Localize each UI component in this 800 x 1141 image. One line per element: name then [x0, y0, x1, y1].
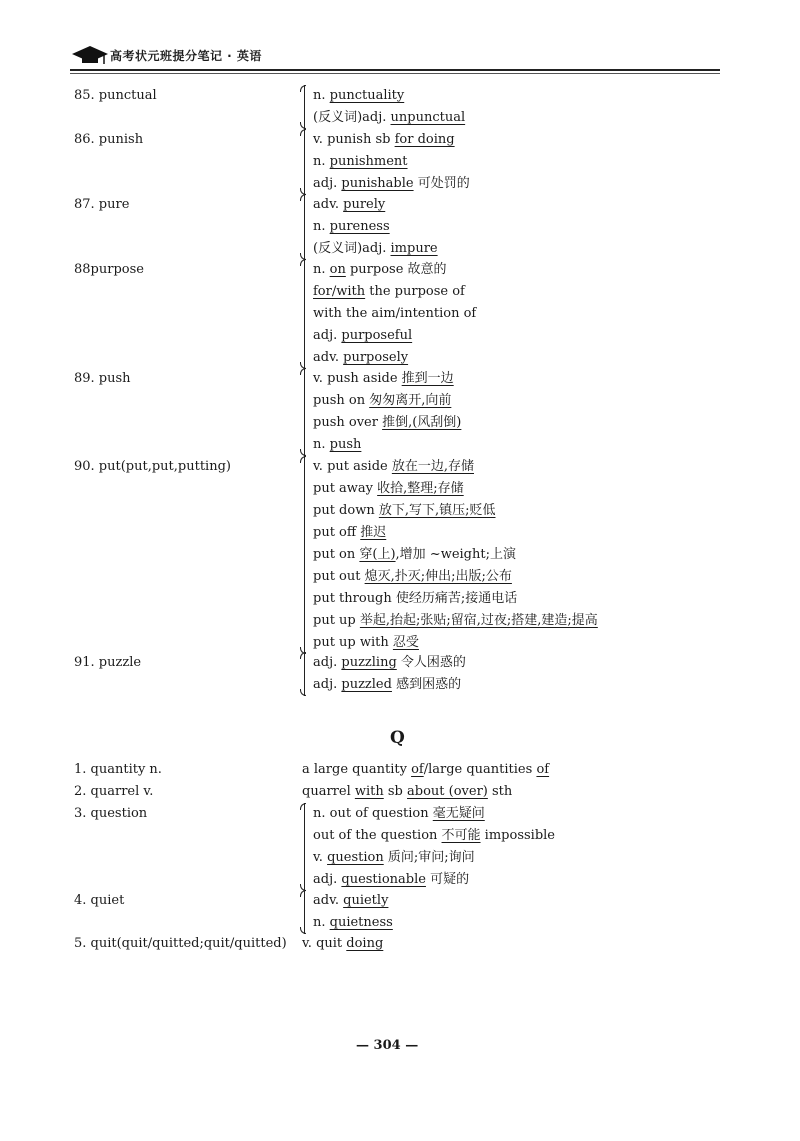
underlined-phrase: 穿(上)	[359, 546, 396, 562]
definition-text: (反义词)adj.	[313, 110, 391, 125]
definition-line	[313, 434, 461, 456]
definition-line	[313, 173, 470, 195]
definition-text: v. put aside	[313, 458, 392, 474]
definition-text: the purpose of	[365, 284, 465, 300]
definition-text: n.	[313, 914, 330, 930]
headword: 89. push	[74, 371, 131, 387]
definition-line	[302, 781, 512, 803]
definition-text: v.	[313, 849, 328, 865]
definitions	[304, 456, 598, 654]
definitions	[302, 781, 512, 803]
definition-line	[313, 303, 476, 325]
definition-line	[313, 478, 598, 500]
definition-text: out of the question	[313, 827, 442, 843]
definition-text: put through 使经历痛苦;接通电话	[313, 590, 518, 606]
page-header	[70, 40, 720, 72]
definition-line	[313, 652, 466, 674]
definition-line	[313, 259, 476, 281]
headword: 3. question	[74, 805, 148, 821]
graduation-cap-icon	[70, 40, 110, 70]
definition-text: put out	[313, 568, 365, 584]
definition-text: put down	[313, 502, 379, 518]
definition-text: n.	[313, 262, 330, 278]
definition-text: put on	[313, 546, 360, 562]
header-title: 高考状元班提分笔记 · 英语	[110, 49, 262, 63]
definition-line	[313, 847, 555, 869]
headword: 2. quarrel v.	[74, 783, 154, 799]
underlined-phrase: purely	[343, 197, 386, 212]
underlined-phrase: 毫无疑问	[432, 805, 485, 821]
definition-text: put away	[313, 480, 378, 496]
definition-text: put up	[313, 612, 360, 628]
page-number: — 304 —	[356, 1038, 419, 1053]
definition-line	[313, 890, 393, 912]
underlined-phrase: 放下,写下,镇压;贬低	[378, 502, 496, 518]
definition-text: impossible	[480, 827, 555, 843]
headword: 4. quiet	[74, 892, 125, 908]
underlined-phrase: pureness	[329, 219, 390, 234]
definition-line	[313, 632, 598, 654]
definitions	[304, 194, 438, 260]
definition-text: purpose 故意的	[345, 262, 447, 278]
definition-line	[313, 566, 598, 588]
definition-line	[302, 933, 383, 955]
underlined-phrase: impure	[390, 241, 438, 256]
definition-text: push over	[313, 415, 383, 431]
underlined-phrase: about (over)	[407, 783, 488, 799]
definition-line	[313, 803, 555, 825]
definition-text: adj.	[313, 871, 342, 887]
definition-text: 可处罚的	[413, 175, 470, 191]
definition-text: sb	[383, 783, 408, 799]
definitions	[304, 368, 461, 456]
underlined-phrase: 举起,抬起;张贴;留宿,过夜;搭建,建造;提高	[359, 612, 598, 628]
definition-text: adv.	[313, 892, 344, 908]
definition-line	[313, 238, 438, 260]
definition-text: a large quantity	[302, 762, 412, 777]
definition-text: put off	[313, 524, 361, 540]
underlined-phrase: 推到一边	[401, 371, 454, 387]
underlined-phrase: 忍受	[392, 634, 419, 650]
definition-line	[313, 610, 598, 632]
underlined-phrase: 不可能	[441, 827, 481, 843]
header-rule	[70, 69, 720, 71]
definition-line	[313, 390, 461, 412]
underlined-phrase: purposeful	[341, 328, 413, 344]
underlined-phrase: 推倒,(风刮倒)	[382, 415, 462, 431]
definition-line	[313, 151, 470, 173]
definition-line	[313, 500, 598, 522]
definition-text: quarrel	[302, 783, 355, 799]
definition-text: n.	[313, 88, 330, 103]
definition-line	[313, 412, 461, 434]
definition-text: v. punish sb	[313, 131, 395, 147]
definition-line	[313, 194, 438, 216]
underlined-phrase: quietness	[329, 914, 393, 930]
definition-text: put up with	[313, 634, 393, 650]
definition-line	[313, 869, 555, 891]
definition-line	[313, 129, 470, 151]
definition-text: adj.	[313, 676, 342, 692]
definition-text: 可疑的	[425, 871, 470, 887]
definition-line	[313, 107, 465, 129]
definition-text: adv.	[313, 197, 344, 212]
underlined-phrase: of	[536, 762, 550, 777]
definitions	[302, 933, 383, 955]
definition-text: n.	[313, 219, 330, 234]
definition-text: n. out of question	[313, 805, 433, 821]
definition-line	[313, 347, 476, 369]
headword: 90. put(put,put,putting)	[74, 458, 231, 474]
header-rule-thin	[70, 73, 720, 74]
definition-line	[313, 544, 598, 566]
underlined-phrase: 放在一边,存储	[391, 458, 474, 474]
definition-text: sth	[487, 783, 513, 799]
underlined-phrase: push	[329, 437, 362, 453]
definition-text: push on	[313, 393, 370, 409]
definition-text: ,增加 ~weight;上演	[395, 546, 516, 562]
definition-line	[313, 85, 465, 107]
definition-text: adj.	[313, 654, 342, 670]
definition-text: v. quit	[302, 936, 347, 952]
underlined-phrase: 匆匆离开,向前	[369, 393, 452, 409]
definition-line	[313, 588, 598, 610]
underlined-phrase: with	[354, 783, 384, 799]
underlined-phrase: 收拾,整理;存储	[377, 480, 464, 496]
underlined-phrase: on	[329, 262, 346, 278]
underlined-phrase: for/with	[313, 284, 366, 300]
definition-line	[313, 281, 476, 303]
definitions	[304, 129, 470, 195]
underlined-phrase: 熄灭,扑灭;伸出;出版;公布	[364, 568, 512, 584]
underlined-phrase: 推迟	[360, 524, 387, 540]
underlined-phrase: quietly	[343, 892, 389, 908]
definitions	[304, 890, 393, 934]
underlined-phrase: unpunctual	[390, 110, 466, 125]
definition-text: n.	[313, 437, 330, 453]
underlined-phrase: punishment	[329, 153, 408, 169]
underlined-phrase: of	[411, 762, 424, 777]
headword: 91. puzzle	[74, 654, 142, 670]
definition-text: 令人困惑的	[396, 654, 466, 670]
definition-text: (反义词)adj.	[313, 241, 391, 256]
definition-text: 质问;审问;询问	[383, 849, 475, 865]
definition-line	[313, 216, 438, 238]
underlined-phrase: question	[327, 849, 384, 865]
underlined-phrase: punishable	[341, 175, 414, 191]
underlined-phrase: punctuality	[329, 88, 405, 103]
definition-line	[313, 456, 598, 478]
definitions	[304, 803, 555, 891]
underlined-phrase: for doing	[394, 131, 455, 147]
section-letter: Q	[390, 728, 405, 748]
definition-text: adj.	[313, 328, 342, 344]
definition-text: with the aim/intention of	[313, 306, 477, 322]
definition-line	[313, 674, 466, 696]
definitions	[302, 759, 549, 781]
definition-text: adj.	[313, 175, 342, 191]
definition-text: n.	[313, 153, 330, 169]
definition-text: adv.	[313, 350, 344, 366]
headword: 88purpose	[74, 262, 144, 278]
definition-line	[313, 825, 555, 847]
underlined-phrase: puzzled	[341, 676, 392, 692]
headword: 85. punctual	[74, 88, 157, 103]
definition-text: v. push aside	[313, 371, 402, 387]
definition-text: 感到困惑的	[391, 676, 462, 692]
headword: 86. punish	[74, 131, 144, 147]
definition-line	[313, 368, 461, 390]
underlined-phrase: doing	[346, 936, 384, 952]
definition-line	[313, 912, 393, 934]
definition-line	[313, 522, 598, 544]
definition-line	[313, 325, 476, 347]
headword: 1. quantity n.	[74, 762, 162, 777]
definition-text: /large quantities	[423, 762, 537, 777]
definitions	[304, 259, 476, 369]
headword: 5. quit(quit/quitted;quit/quitted)	[74, 936, 287, 952]
headword: 87. pure	[74, 197, 130, 212]
underlined-phrase: questionable	[341, 871, 426, 887]
definition-line	[302, 759, 549, 781]
definitions	[304, 85, 465, 129]
definitions	[304, 652, 466, 696]
underlined-phrase: purposely	[343, 350, 409, 366]
underlined-phrase: puzzling	[341, 654, 397, 670]
